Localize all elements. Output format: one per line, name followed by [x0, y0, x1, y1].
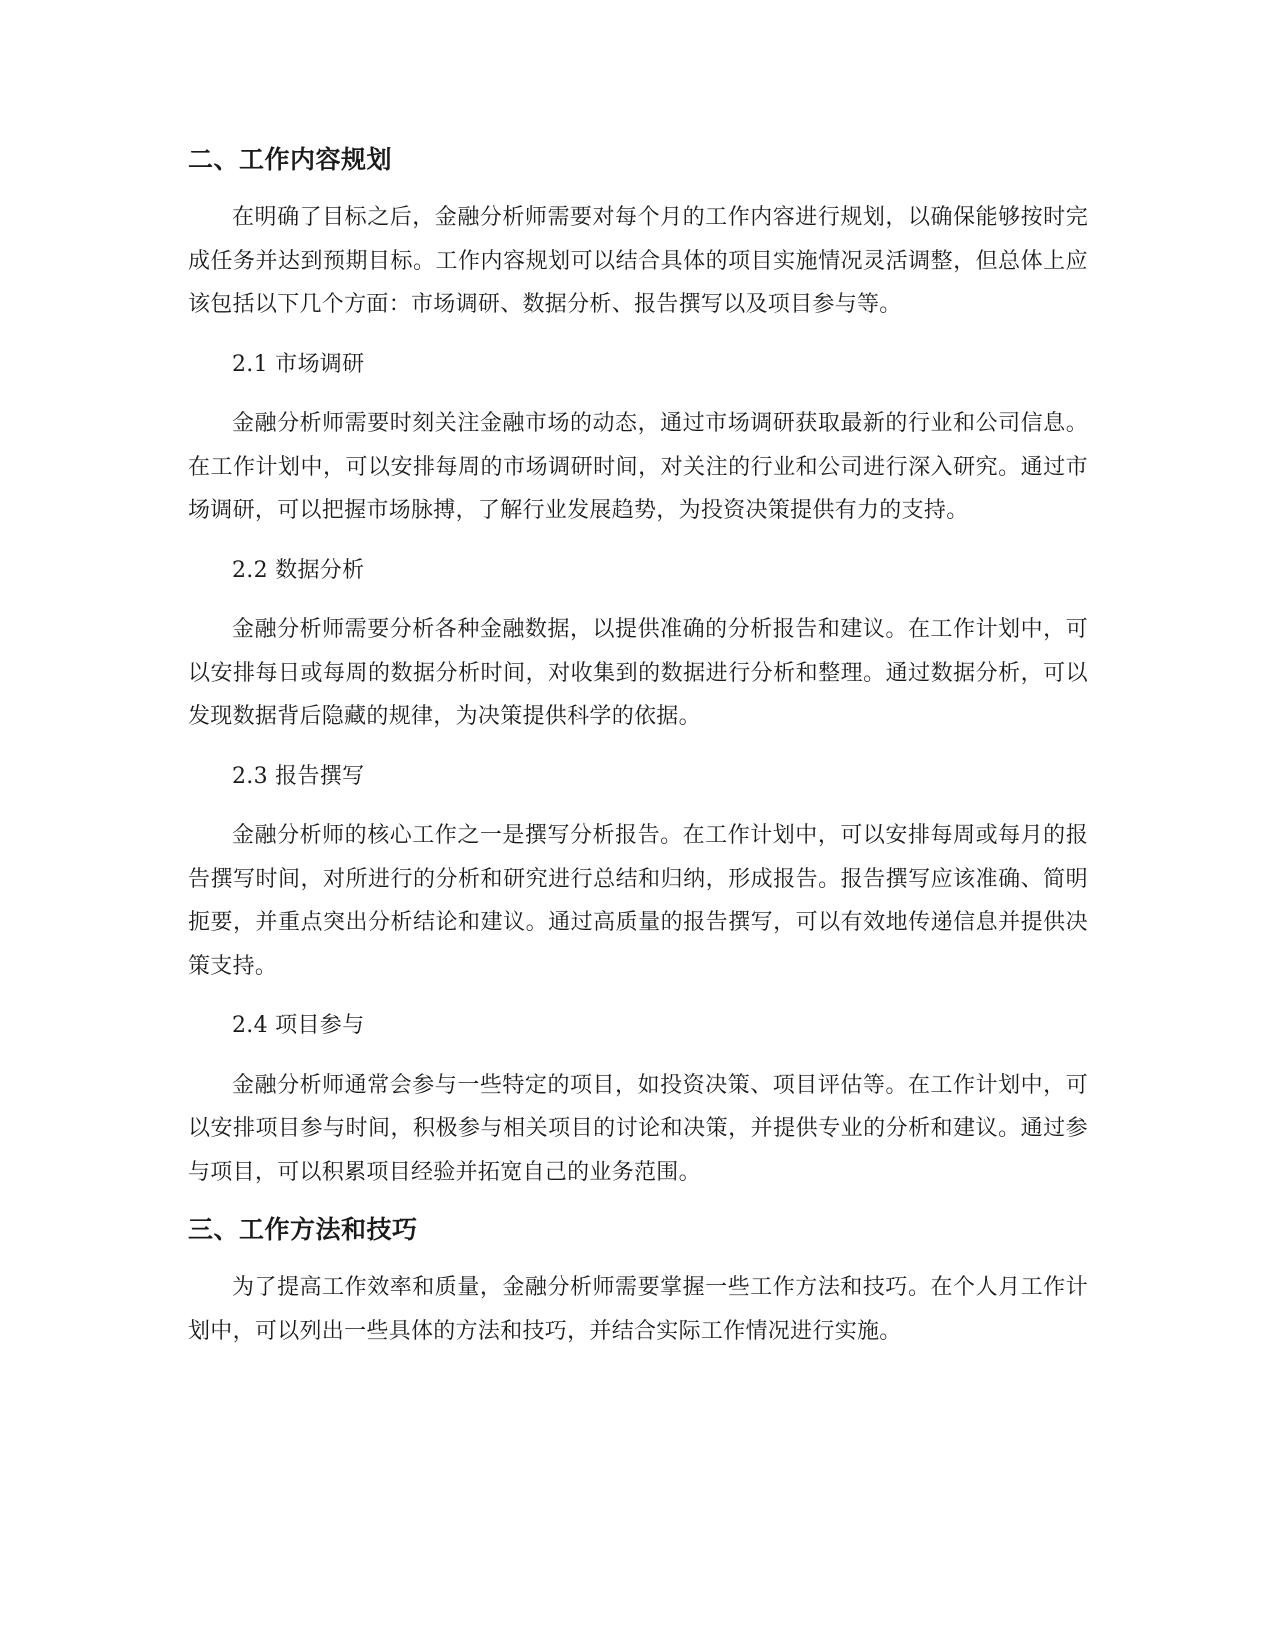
section-heading: 二、工作内容规划: [188, 145, 393, 174]
section-heading: 三、工作方法和技巧: [188, 1215, 418, 1244]
subsection-paragraph: 金融分析师通常会参与一些特定的项目，如投资决策、项目评估等。在工作计划中，可以安排项目参与时间，积极参与相关项目的讨论和决策，并提供专业的分析和建议。通过参与项目，可以积累项目经验并拓宽自己的业务范围。: [188, 1072, 1088, 1185]
subsection-title: 2.1 市场调研: [232, 351, 365, 377]
document-body: [188, 140, 1088, 1369]
section-intro-paragraph: 在明确了目标之后，金融分析师需要对每个月的工作内容进行规划，以确保能够按时完成任务并达到预期目标。工作内容规划可以结合具体的项目实施情况灵活调整，但总体上应该包括以下几个方面：市场调研、数据分析、报告撰写以及项目参与等。: [188, 205, 1088, 317]
subsection-paragraph: 金融分析师需要分析各种金融数据，以提供准确的分析报告和建议。在工作计划中，可以安排每日或每周的数据分析时间，对收集到的数据进行分析和整理。通过数据分析，可以发现数据背后隐藏的规律，为决策提供科学的依据。: [188, 617, 1088, 729]
subsection-paragraph: 金融分析师需要时刻关注金融市场的动态，通过市场调研获取最新的行业和公司信息。在工作计划中，可以安排每周的市场调研时间，对关注的行业和公司进行深入研究。通过市场调研，可以把握市场脉搏，了解行业发展趋势，为投资决策提供有力的支持。: [188, 411, 1088, 523]
section-intro-paragraph: 为了提高工作效率和质量，金融分析师需要掌握一些工作方法和技巧。在个人月工作计划中，可以列出一些具体的方法和技巧，并结合实际工作情况进行实施。: [188, 1275, 1088, 1344]
subsection-title: 2.4 项目参与: [232, 1013, 365, 1038]
subsection-title: 2.2 数据分析: [232, 557, 365, 583]
subsection-title: 2.3 报告撰写: [232, 763, 365, 789]
subsection-paragraph: 金融分析师的核心工作之一是撰写分析报告。在工作计划中，可以安排每周或每月的报告撰写时间，对所进行的分析和研究进行总结和归纳，形成报告。报告撰写应该准确、简明扼要，并重点突出分析结论和建议。通过高质量的报告撰写，可以有效地传递信息并提供决策支持。: [188, 823, 1088, 979]
